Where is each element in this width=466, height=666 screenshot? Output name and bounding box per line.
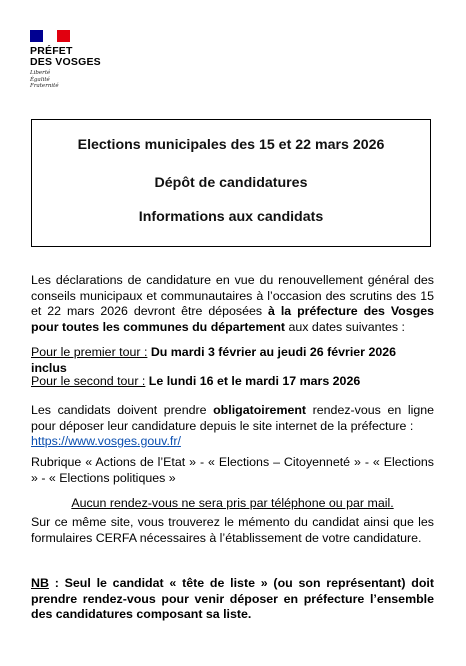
- appointment-text-2: rendez-vous en ligne pour déposer leur candidature depuis le site internet de la préfecture :: [31, 403, 435, 433]
- second-round-label: Pour le second tour :: [31, 374, 146, 388]
- first-round-label: Pour le premier tour :: [31, 345, 148, 359]
- motto-liberte: Liberté: [30, 70, 51, 76]
- appointment-paragraph: [31, 403, 434, 450]
- first-round-line: [31, 345, 434, 376]
- nb-label: NB: [31, 576, 49, 590]
- french-flag-icon: [30, 30, 70, 42]
- title-line-1: Elections municipales des 15 et 22 mars 2026: [77, 137, 385, 153]
- no-phone-notice: [31, 496, 434, 512]
- title-line-3: Informations aux candidats: [138, 209, 324, 225]
- intro-text: Les déclarations de candidature en vue du renouvellement général des conseils municipaux et communautaires à l’occasion des scrutins des 15 et 22 mars 2026 devront être déposées: [31, 273, 434, 318]
- title-line-2: Dépôt de candidatures: [154, 175, 308, 191]
- appointment-bold: obligatoirement: [213, 403, 307, 417]
- first-round-dates: Du mardi 3 février au jeudi 26 février 2026 inclus: [31, 345, 397, 375]
- nb-text: : Seul le candidat « tête de liste » (ou son représentant) doit prendre rendez-vous pour venir déposer en préfecture l’ensemble des candidatures composant sa liste.: [31, 576, 434, 621]
- motto-egalite: Égalité: [30, 76, 50, 83]
- intro-paragraph: [31, 273, 434, 335]
- intro-bold: à la préfecture des Vosges pour toutes les communes du département: [31, 304, 434, 334]
- logo-motto: [30, 70, 150, 90]
- logo-line2: DES VOSGES: [30, 56, 101, 68]
- prefecture-logo: [30, 30, 150, 90]
- rubrique-path: Rubrique « Actions de l’Etat » - « Elections – Citoyenneté » - « Elections » - « Elections politiques »: [31, 455, 434, 485]
- appointment-text-1: Les candidats doivent prendre: [31, 403, 214, 417]
- motto-fraternite: Fraternité: [30, 83, 59, 89]
- intro-tail: aux dates suivantes :: [285, 319, 405, 334]
- nb-paragraph: [31, 576, 434, 623]
- memento-paragraph: Sur ce même site, vous trouverez le mémento du candidat ainsi que les formulaires CERFA nécessaires à l’établissement de votre candidature.: [31, 515, 434, 545]
- prefecture-website-link[interactable]: https://www.vosges.gouv.fr/: [31, 434, 181, 448]
- logo-line1: PRÉFET: [30, 45, 73, 57]
- second-round-line: [31, 374, 434, 390]
- second-round-dates: Le lundi 16 et le mardi 17 mars 2026: [145, 374, 361, 388]
- title-box: [31, 119, 431, 247]
- logo-title: [30, 46, 150, 68]
- no-phone-text: Aucun rendez-vous ne sera pris par téléphone ou par mail.: [71, 496, 394, 510]
